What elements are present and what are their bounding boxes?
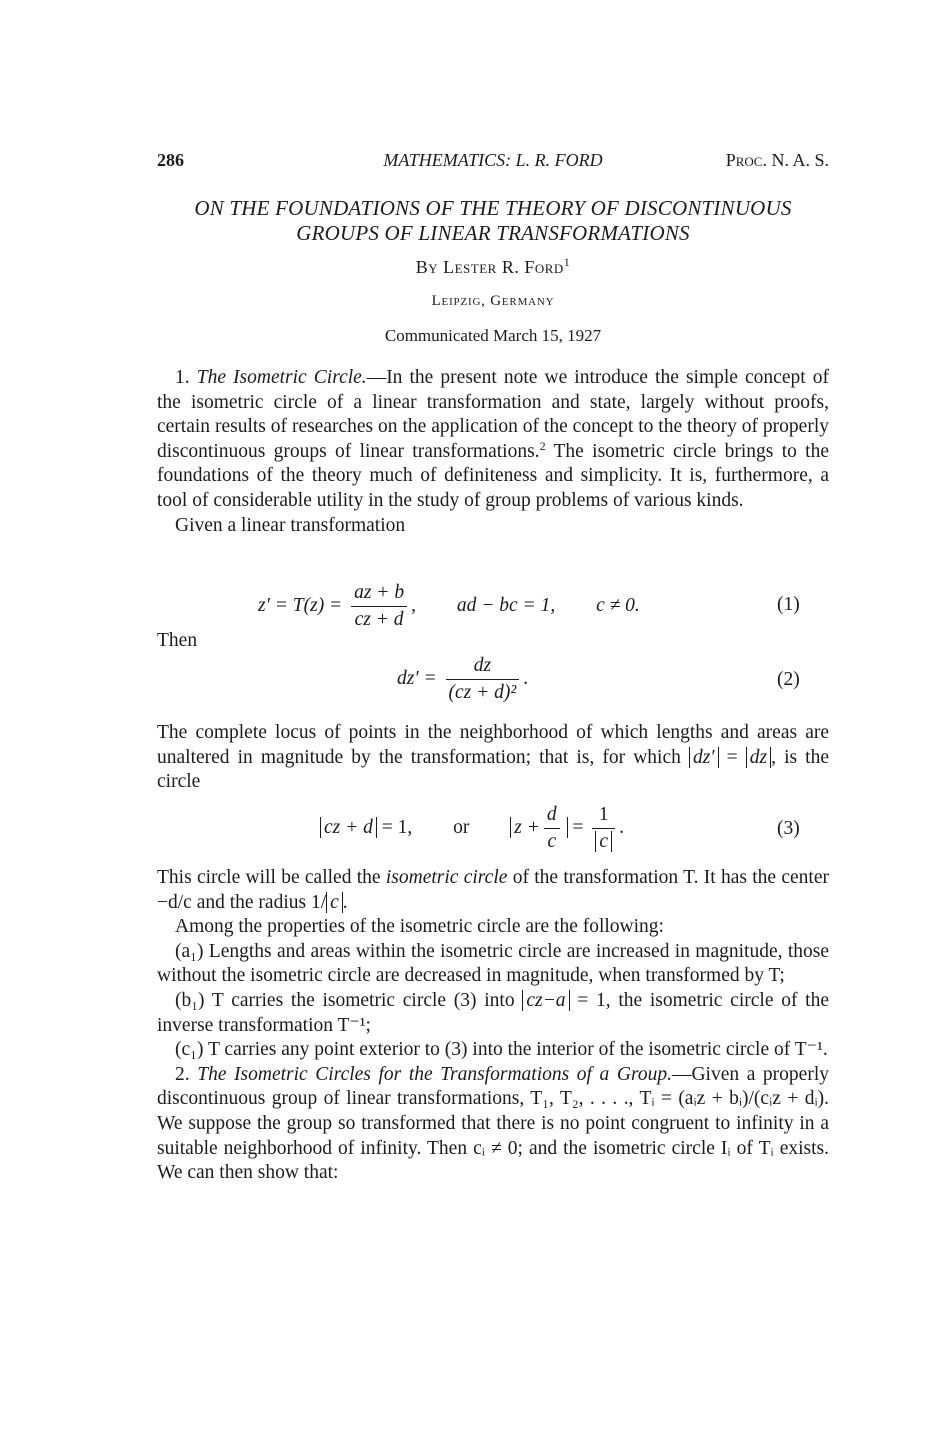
equation-1-label: (1): [777, 594, 800, 615]
property-c1: (c₁) T carries any point exterior to (3) into the interior of the isometric circle of T⁻¹.: [175, 1039, 828, 1061]
equation-2: dz′ = $\frac{dz}{\text{(cz + d)²}}$ .: [397, 655, 529, 703]
author-name: Lester R. Ford: [443, 257, 564, 277]
equation-3-label: (3): [777, 818, 800, 839]
title-line-1: ON THE FOUNDATIONS OF THE THEORY OF DISCONTINUOUS: [194, 196, 792, 220]
eq1-fraction: $\frac{az + b}{cz + d}$: [351, 582, 407, 631]
equation-3: cz + d = 1, or z + $\frac{d}{c}$ = $\frac{1}{c}$ .: [320, 804, 624, 853]
locus-paragraph: The complete locus of points in the neighborhood of which lengths and areas are unaltered in magnitude by the transformation; that is, for which dz′ = dz , is the circle: [157, 722, 829, 793]
body-text: [157, 866, 829, 1186]
section-1-text-rest: The isometric circle brings to the foundations of the theory much of definiteness and simplicity. It is, furthermore, a tool of considerable utility in the study of group problems of various kinds.: [157, 440, 829, 511]
communicated-date: Communicated March 15, 1927: [384, 326, 602, 345]
running-title: MATHEMATICS: L. R. FORD: [383, 150, 603, 170]
author-line: [157, 257, 829, 278]
property-a1: (a₁) Lengths and areas within the isometric circle are increased in magnitude, those without the isometric circle are decreased in magnitude, when transformed by T;: [157, 940, 829, 987]
page-header: [157, 150, 829, 176]
properties-intro: Among the properties of the isometric circle are the following:: [175, 916, 664, 938]
author-prefix: By: [415, 257, 439, 277]
isometric-definition: This circle will be called the isometric circle of the transformation T. It has the center −d/c and the radius 1/ c .: [157, 867, 829, 913]
section-2-heading: The Isometric Circles for the Transformations of a Group.: [197, 1063, 672, 1085]
section-2-paragraph: 2. The Isometric Circles for the Transformations of a Group.—Given a properly discontinuous group of linear transformations, T₁, T₂, . . . ., Tᵢ = (aᵢz + bᵢ)/(cᵢz + dᵢ). We suppose the group so transformed that there is no point congruent to infinity in a suitable neighborhood of infinity. Then cᵢ ≠ 0; and the isometric circle Iᵢ of Tᵢ exists. We can then show that:: [157, 1063, 829, 1184]
footnote-mark-2: 2: [539, 438, 546, 453]
page-number: 286: [157, 150, 184, 170]
section-1-heading: The Isometric Circle.: [196, 367, 367, 388]
article-title: [157, 196, 829, 246]
title-line-2: GROUPS OF LINEAR TRANSFORMATIONS: [296, 221, 690, 245]
section-1-intro: [157, 366, 829, 538]
equation-1: z′ = T(z) = $\frac{az + b}{cz + d}$ , ad − bc = 1, c ≠ 0.: [258, 582, 640, 630]
given-linear-line: Given a linear transformation: [175, 514, 406, 536]
eq2-fraction: $\frac{dz}{\text{(cz + d)²}}$: [446, 655, 520, 704]
author-footnote-mark: 1: [563, 255, 571, 269]
equation-2-label: (2): [777, 669, 800, 690]
section-1-number: 1.: [175, 367, 190, 388]
section-1-text: —In the present note we introduce the simple concept of the isometric circle of a linear transformation and state, largely without proofs, certain results of researches on the application of the concept to the theory of properly discontinuous groups of linear transformations.: [157, 367, 829, 462]
then-word: Then: [157, 630, 198, 651]
journal-name: Proc. N. A. S.: [725, 150, 829, 170]
affiliation: Leipzig, Germany: [431, 293, 555, 309]
property-b1: (b₁) T carries the isometric circle (3) into cz−a = 1, the isometric circle of the inverse transformation T⁻¹;: [157, 989, 830, 1036]
section-1-paragraph: [157, 366, 829, 514]
